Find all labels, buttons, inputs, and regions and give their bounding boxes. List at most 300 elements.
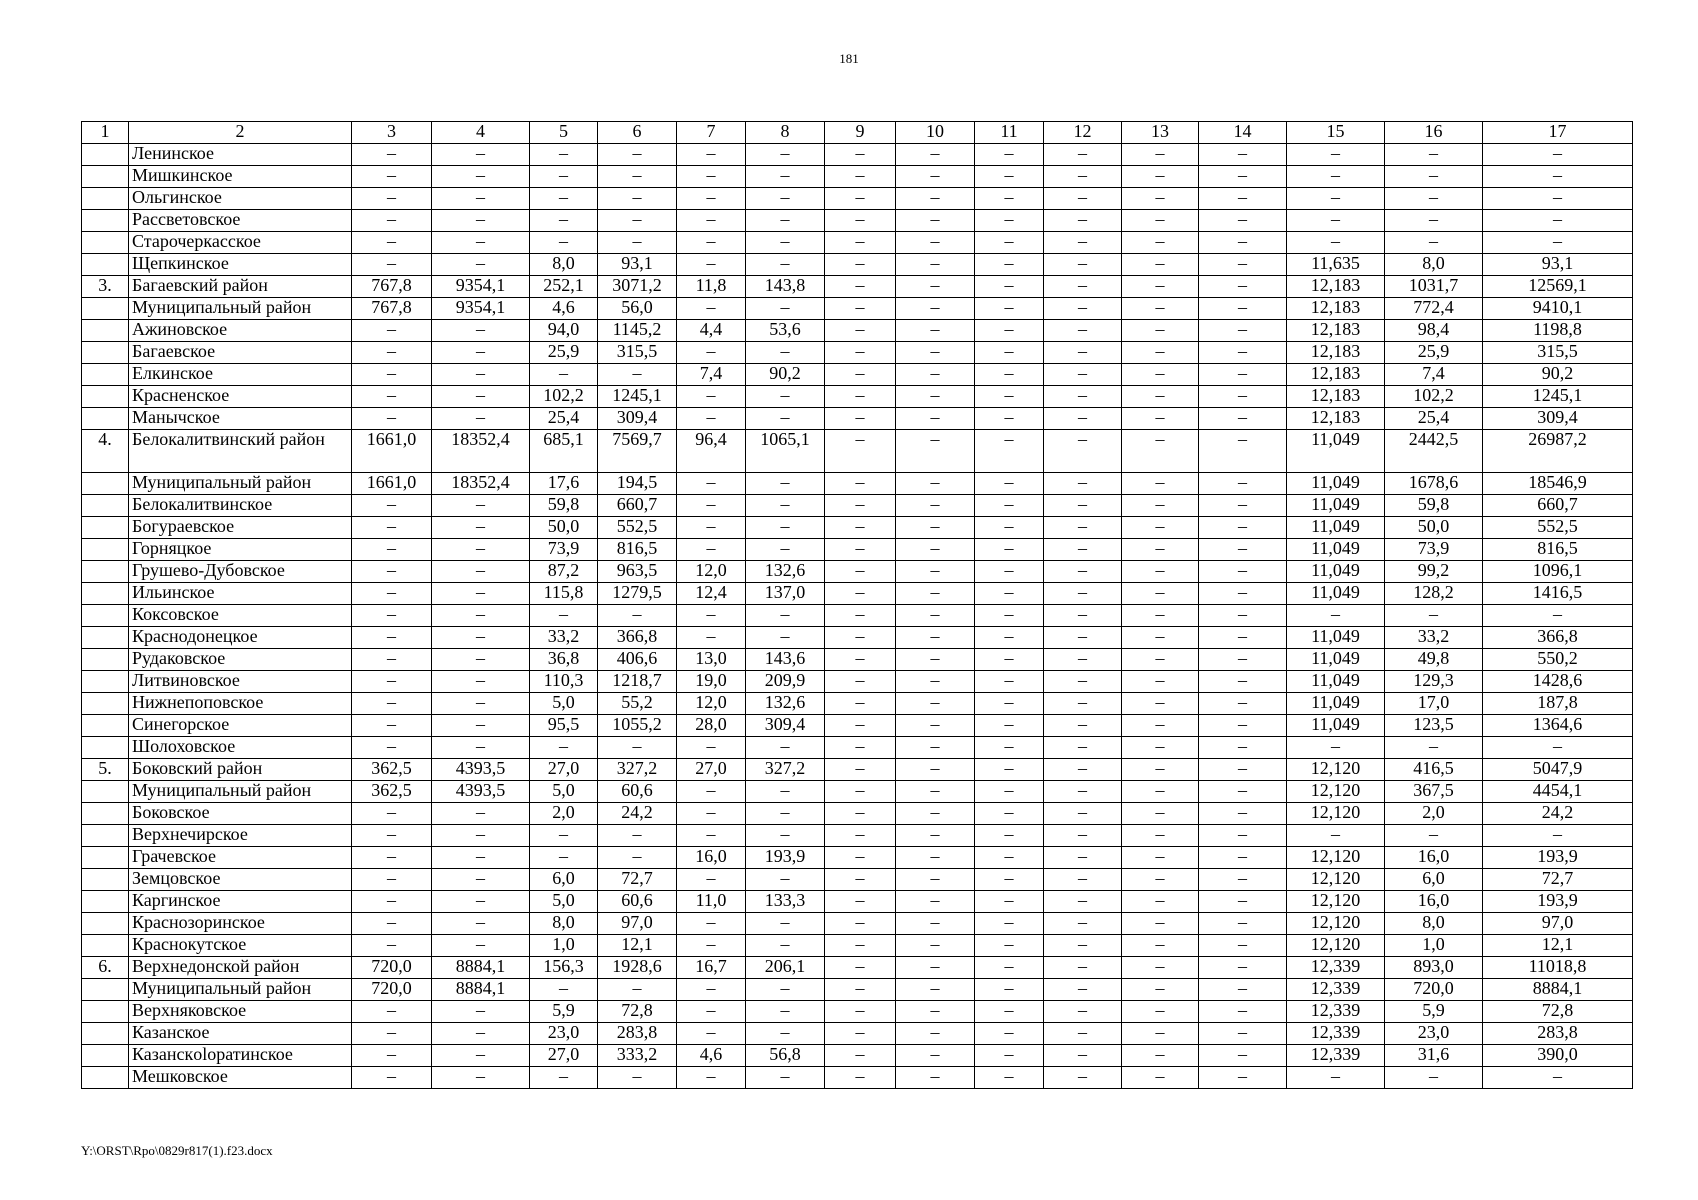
value-cell: 18352,4 (432, 473, 530, 495)
value-cell: – (896, 803, 975, 825)
value-cell: – (677, 1067, 746, 1089)
value-cell: 660,7 (598, 495, 677, 517)
value-cell: 27,0 (530, 1045, 598, 1067)
value-cell: – (1199, 583, 1287, 605)
value-cell: – (530, 979, 598, 1001)
value-cell: – (352, 935, 432, 957)
value-cell: – (530, 605, 598, 627)
value-cell: – (896, 781, 975, 803)
table-row (82, 825, 1633, 847)
value-cell: 11,049 (1287, 430, 1385, 473)
value-cell: 1416,5 (1483, 583, 1633, 605)
value-cell: – (975, 627, 1044, 649)
value-cell: – (1199, 825, 1287, 847)
value-cell: – (975, 869, 1044, 891)
value-cell: – (530, 737, 598, 759)
value-cell: 12,120 (1287, 781, 1385, 803)
value-cell: – (825, 144, 896, 166)
value-cell: 12,339 (1287, 1023, 1385, 1045)
value-cell: 12,339 (1287, 979, 1385, 1001)
value-cell: 50,0 (1385, 517, 1483, 539)
table-row (82, 364, 1633, 386)
value-cell: 283,8 (598, 1023, 677, 1045)
value-cell: – (1044, 188, 1122, 210)
value-cell: – (746, 869, 825, 891)
value-cell: – (352, 891, 432, 913)
value-cell: – (1199, 342, 1287, 364)
value-cell: – (1385, 1067, 1483, 1089)
value-cell: – (1385, 144, 1483, 166)
value-cell: – (1122, 847, 1199, 869)
value-cell: 50,0 (530, 517, 598, 539)
value-cell: 11,0 (677, 891, 746, 913)
value-cell: – (1483, 210, 1633, 232)
value-cell: 550,2 (1483, 649, 1633, 671)
value-cell: 25,9 (1385, 342, 1483, 364)
value-cell: – (1199, 1067, 1287, 1089)
value-cell: – (1483, 825, 1633, 847)
value-cell: 12,120 (1287, 847, 1385, 869)
value-cell: – (1199, 517, 1287, 539)
row-index-cell (82, 539, 129, 561)
value-cell: – (896, 627, 975, 649)
value-cell: – (1199, 737, 1287, 759)
value-cell: – (746, 979, 825, 1001)
value-cell: 27,0 (677, 759, 746, 781)
value-cell: 11,8 (677, 276, 746, 298)
value-cell: – (432, 144, 530, 166)
value-cell: – (432, 495, 530, 517)
value-cell: – (1385, 166, 1483, 188)
value-cell: – (352, 825, 432, 847)
value-cell: – (825, 583, 896, 605)
value-cell: – (432, 671, 530, 693)
value-cell: 416,5 (1385, 759, 1483, 781)
value-cell: – (896, 693, 975, 715)
value-cell: – (1122, 759, 1199, 781)
value-cell: – (825, 935, 896, 957)
value-cell: 309,4 (598, 408, 677, 430)
value-cell: 132,6 (746, 693, 825, 715)
value-cell: – (1044, 671, 1122, 693)
value-cell: – (352, 583, 432, 605)
value-cell: – (896, 232, 975, 254)
row-index-cell (82, 144, 129, 166)
value-cell: – (1199, 1023, 1287, 1045)
value-cell: 24,2 (598, 803, 677, 825)
settlement-name-cell: Верхнечирское (129, 825, 352, 847)
value-cell: – (352, 495, 432, 517)
value-cell: – (896, 430, 975, 473)
value-cell: 96,4 (677, 430, 746, 473)
value-cell: 102,2 (530, 386, 598, 408)
value-cell: 893,0 (1385, 957, 1483, 979)
column-number-cell: 4 (432, 122, 530, 144)
value-cell: – (1122, 1045, 1199, 1067)
value-cell: 1031,7 (1385, 276, 1483, 298)
value-cell: – (1385, 737, 1483, 759)
value-cell: 18352,4 (432, 430, 530, 473)
value-cell: – (1199, 430, 1287, 473)
settlement-name-cell: Муниципальный район (129, 473, 352, 495)
value-cell: – (1044, 320, 1122, 342)
settlement-name-cell: Литвиновское (129, 671, 352, 693)
value-cell: 26987,2 (1483, 430, 1633, 473)
value-cell: 12,339 (1287, 1045, 1385, 1067)
settlement-name-cell: Коксовское (129, 605, 352, 627)
settlement-name-cell: Ильинское (129, 583, 352, 605)
value-cell: – (530, 210, 598, 232)
value-cell: – (432, 627, 530, 649)
value-cell: 772,4 (1385, 298, 1483, 320)
value-cell: – (746, 166, 825, 188)
value-cell: 23,0 (530, 1023, 598, 1045)
value-cell: – (975, 210, 1044, 232)
value-cell: 194,5 (598, 473, 677, 495)
value-cell: – (352, 539, 432, 561)
row-index-cell (82, 517, 129, 539)
value-cell: – (677, 517, 746, 539)
value-cell: – (825, 781, 896, 803)
value-cell: 12,1 (1483, 935, 1633, 957)
value-cell: – (1044, 166, 1122, 188)
value-cell: 206,1 (746, 957, 825, 979)
value-cell: – (1044, 979, 1122, 1001)
value-cell: – (896, 649, 975, 671)
value-cell: 90,2 (746, 364, 825, 386)
value-cell: 12,0 (677, 693, 746, 715)
value-cell: – (896, 583, 975, 605)
row-index-cell (82, 869, 129, 891)
value-cell: 5047,9 (1483, 759, 1633, 781)
settlement-name-cell: Ажиновское (129, 320, 352, 342)
data-table-container (81, 121, 1626, 1089)
value-cell: 33,2 (530, 627, 598, 649)
value-cell: – (677, 144, 746, 166)
value-cell: – (1199, 847, 1287, 869)
value-cell: – (677, 254, 746, 276)
row-index-cell (82, 583, 129, 605)
value-cell: – (352, 364, 432, 386)
value-cell: – (1122, 232, 1199, 254)
value-cell: – (1044, 298, 1122, 320)
value-cell: – (1199, 693, 1287, 715)
value-cell: 115,8 (530, 583, 598, 605)
value-cell: – (1199, 1001, 1287, 1023)
value-cell: – (825, 473, 896, 495)
value-cell: – (825, 188, 896, 210)
value-cell: – (896, 1001, 975, 1023)
value-cell: – (825, 1045, 896, 1067)
value-cell: – (825, 891, 896, 913)
value-cell: – (1199, 473, 1287, 495)
value-cell: – (746, 517, 825, 539)
value-cell: 97,0 (598, 913, 677, 935)
value-cell: 27,0 (530, 759, 598, 781)
value-cell: 4,4 (677, 320, 746, 342)
value-cell: – (1199, 913, 1287, 935)
value-cell: – (1385, 825, 1483, 847)
value-cell: – (1122, 627, 1199, 649)
value-cell: 4393,5 (432, 781, 530, 803)
value-cell: 660,7 (1483, 495, 1633, 517)
value-cell: 816,5 (598, 539, 677, 561)
value-cell: – (1044, 715, 1122, 737)
table-row (82, 957, 1633, 979)
value-cell: – (352, 1023, 432, 1045)
value-cell: – (825, 627, 896, 649)
value-cell: – (1122, 495, 1199, 517)
row-index-cell (82, 473, 129, 495)
value-cell: – (677, 803, 746, 825)
value-cell: – (1122, 979, 1199, 1001)
column-number-cell: 10 (896, 122, 975, 144)
value-cell: 720,0 (352, 979, 432, 1001)
table-row (82, 605, 1633, 627)
value-cell: – (432, 561, 530, 583)
value-cell: – (1199, 891, 1287, 913)
value-cell: 133,3 (746, 891, 825, 913)
value-cell: – (1044, 210, 1122, 232)
page-number: 181 (839, 51, 859, 66)
value-cell: – (677, 1023, 746, 1045)
value-cell: – (896, 210, 975, 232)
value-cell: – (352, 561, 432, 583)
value-cell: 2,0 (1385, 803, 1483, 825)
table-header-row (82, 122, 1633, 144)
value-cell: – (1122, 254, 1199, 276)
value-cell: 366,8 (598, 627, 677, 649)
value-cell: 12,183 (1287, 276, 1385, 298)
value-cell: 5,9 (1385, 1001, 1483, 1023)
value-cell: – (677, 473, 746, 495)
value-cell: – (530, 188, 598, 210)
table-row (82, 539, 1633, 561)
value-cell: – (1044, 847, 1122, 869)
value-cell: – (825, 495, 896, 517)
value-cell: – (1199, 408, 1287, 430)
value-cell: – (746, 781, 825, 803)
value-cell: – (1044, 1001, 1122, 1023)
table-row (82, 869, 1633, 891)
value-cell: – (1122, 781, 1199, 803)
table-row (82, 298, 1633, 320)
value-cell: – (677, 210, 746, 232)
value-cell: 12,183 (1287, 342, 1385, 364)
value-cell: – (825, 342, 896, 364)
value-cell: 315,5 (598, 342, 677, 364)
value-cell: – (746, 539, 825, 561)
value-cell: 1218,7 (598, 671, 677, 693)
value-cell: 12,183 (1287, 386, 1385, 408)
row-index-cell: 5. (82, 759, 129, 781)
value-cell: – (1122, 913, 1199, 935)
value-cell: – (746, 386, 825, 408)
value-cell: – (975, 847, 1044, 869)
value-cell: – (352, 408, 432, 430)
value-cell: – (598, 847, 677, 869)
value-cell: – (598, 210, 677, 232)
value-cell: – (825, 408, 896, 430)
value-cell: – (1044, 583, 1122, 605)
value-cell: – (825, 825, 896, 847)
value-cell: 56,0 (598, 298, 677, 320)
table-row (82, 188, 1633, 210)
value-cell: – (1199, 320, 1287, 342)
value-cell: – (1122, 188, 1199, 210)
value-cell: 5,0 (530, 693, 598, 715)
value-cell: 12,120 (1287, 803, 1385, 825)
value-cell: 25,9 (530, 342, 598, 364)
value-cell: – (975, 561, 1044, 583)
value-cell: – (1122, 1067, 1199, 1089)
value-cell: 4393,5 (432, 759, 530, 781)
value-cell: – (1483, 232, 1633, 254)
value-cell: – (1044, 561, 1122, 583)
value-cell: 1364,6 (1483, 715, 1633, 737)
value-cell: 72,8 (1483, 1001, 1633, 1023)
value-cell: – (975, 605, 1044, 627)
value-cell: – (677, 495, 746, 517)
value-cell: – (1483, 737, 1633, 759)
value-cell: – (432, 408, 530, 430)
settlement-name-cell: Багаевский район (129, 276, 352, 298)
value-cell: – (530, 1067, 598, 1089)
value-cell: – (432, 1067, 530, 1089)
value-cell: – (1122, 583, 1199, 605)
value-cell: – (352, 671, 432, 693)
value-cell: – (1199, 386, 1287, 408)
value-cell: – (896, 715, 975, 737)
value-cell: – (746, 408, 825, 430)
value-cell: 143,8 (746, 276, 825, 298)
value-cell: – (1044, 627, 1122, 649)
value-cell: – (1199, 539, 1287, 561)
row-index-cell: 6. (82, 957, 129, 979)
table-row (82, 979, 1633, 1001)
value-cell: – (677, 913, 746, 935)
value-cell: 12,120 (1287, 869, 1385, 891)
value-cell: – (975, 1023, 1044, 1045)
value-cell: 309,4 (746, 715, 825, 737)
value-cell: – (1287, 605, 1385, 627)
value-cell: 102,2 (1385, 386, 1483, 408)
value-cell: – (1199, 869, 1287, 891)
value-cell: – (825, 166, 896, 188)
value-cell: – (896, 891, 975, 913)
value-cell: – (746, 298, 825, 320)
value-cell: – (1044, 803, 1122, 825)
value-cell: – (1199, 649, 1287, 671)
table-row (82, 1023, 1633, 1045)
table-row (82, 649, 1633, 671)
table-row (82, 1001, 1633, 1023)
value-cell: – (1122, 1001, 1199, 1023)
column-number-cell: 16 (1385, 122, 1483, 144)
row-index-cell (82, 671, 129, 693)
value-cell: – (896, 539, 975, 561)
row-index-cell (82, 1067, 129, 1089)
value-cell: – (432, 649, 530, 671)
value-cell: – (432, 913, 530, 935)
value-cell: – (352, 188, 432, 210)
value-cell: – (352, 803, 432, 825)
value-cell: – (1199, 254, 1287, 276)
value-cell: 333,2 (598, 1045, 677, 1067)
value-cell: – (677, 408, 746, 430)
value-cell: – (825, 913, 896, 935)
value-cell: – (1044, 495, 1122, 517)
value-cell: 72,8 (598, 1001, 677, 1023)
row-index-cell (82, 495, 129, 517)
value-cell: 12,4 (677, 583, 746, 605)
value-cell: 12,183 (1287, 408, 1385, 430)
value-cell: – (896, 276, 975, 298)
settlement-name-cell: Муниципальный район (129, 298, 352, 320)
value-cell: 12,120 (1287, 759, 1385, 781)
value-cell: – (1199, 605, 1287, 627)
value-cell: – (896, 298, 975, 320)
value-cell: – (975, 254, 1044, 276)
value-cell: – (825, 539, 896, 561)
value-cell: – (975, 342, 1044, 364)
table-row (82, 715, 1633, 737)
value-cell: 552,5 (598, 517, 677, 539)
value-cell: – (896, 495, 975, 517)
row-index-cell (82, 342, 129, 364)
value-cell: – (1122, 473, 1199, 495)
row-index-cell (82, 605, 129, 627)
value-cell: – (677, 869, 746, 891)
value-cell: – (677, 737, 746, 759)
value-cell: – (1122, 561, 1199, 583)
value-cell: 193,9 (1483, 891, 1633, 913)
value-cell: – (975, 473, 1044, 495)
value-cell: 9410,1 (1483, 298, 1633, 320)
value-cell: – (1122, 957, 1199, 979)
value-cell: – (352, 693, 432, 715)
value-cell: – (825, 232, 896, 254)
value-cell: – (1044, 935, 1122, 957)
value-cell: 59,8 (530, 495, 598, 517)
value-cell: – (975, 649, 1044, 671)
value-cell: – (677, 781, 746, 803)
value-cell: – (352, 1001, 432, 1023)
value-cell: – (677, 232, 746, 254)
value-cell: – (896, 825, 975, 847)
value-cell: – (352, 649, 432, 671)
value-cell: – (896, 847, 975, 869)
value-cell: – (1199, 935, 1287, 957)
column-number-cell: 12 (1044, 122, 1122, 144)
value-cell: – (432, 517, 530, 539)
value-cell: 187,8 (1483, 693, 1633, 715)
settlement-name-cell: Богураевское (129, 517, 352, 539)
value-cell: 1065,1 (746, 430, 825, 473)
value-cell: – (825, 693, 896, 715)
value-cell: – (352, 605, 432, 627)
value-cell: – (975, 298, 1044, 320)
row-index-cell (82, 254, 129, 276)
value-cell: – (677, 188, 746, 210)
value-cell: 193,9 (746, 847, 825, 869)
settlement-name-cell: Белокалитвинское (129, 495, 352, 517)
table-row (82, 561, 1633, 583)
settlement-name-cell: Щепкинское (129, 254, 352, 276)
row-index-cell (82, 561, 129, 583)
value-cell: – (432, 539, 530, 561)
value-cell: 390,0 (1483, 1045, 1633, 1067)
